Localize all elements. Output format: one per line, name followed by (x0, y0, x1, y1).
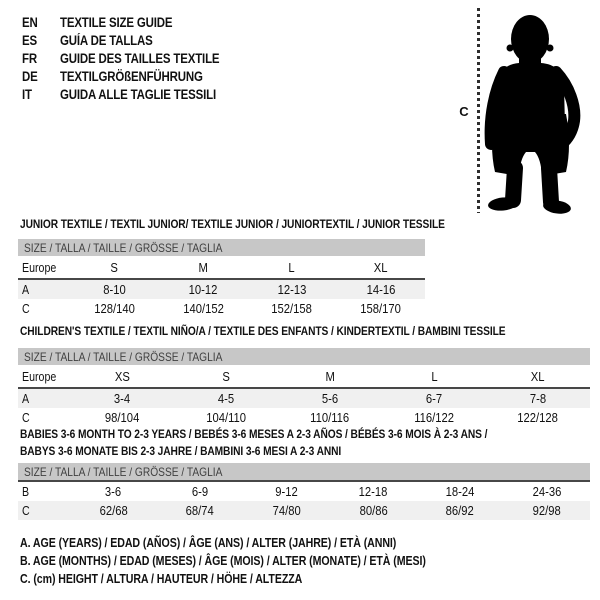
row-value: 8-10 (103, 282, 126, 297)
language-row-it (22, 85, 248, 103)
table-title-junior (20, 216, 520, 233)
language-code: IT (22, 86, 32, 102)
row-value: XS (114, 370, 130, 384)
size-header-bar (18, 463, 590, 482)
table-row-c (18, 408, 590, 427)
table-row-a (18, 280, 425, 299)
table-title-babies (20, 426, 570, 460)
table-row-c (18, 501, 590, 520)
row-value: XL (373, 261, 388, 275)
row-label: A (22, 282, 30, 297)
row-value: M (198, 261, 208, 275)
size-table-babies (18, 463, 590, 520)
row-value: 6-7 (425, 391, 443, 406)
size-header-text: SIZE / TALLA / TAILLE / GRÖSSE / TAGLIA (24, 464, 223, 479)
row-label: C (22, 301, 30, 316)
height-measure-label: C (459, 104, 469, 119)
size-header-text: SIZE / TALLA / TAILLE / GRÖSSE / TAGLIA (24, 240, 223, 255)
row-label: Europe (22, 261, 57, 275)
row-value: 128/140 (94, 301, 135, 316)
row-value: L (430, 370, 438, 384)
table-row-a (18, 389, 590, 408)
table-title-line: CHILDREN'S TEXTILE / TEXTIL NIÑO/A / TEXTILE DES ENFANTS / KINDERTEXTIL / BAMBINI TESSILE (20, 324, 506, 338)
row-value: 10-12 (188, 282, 218, 297)
size-table-junior (18, 239, 425, 318)
row-label: B (22, 484, 30, 499)
row-value: 6-9 (191, 484, 209, 499)
footnote-line-c: C. (cm) HEIGHT / ALTURA / HAUTEUR / HÖHE / ALTEZZA (20, 572, 303, 586)
table-title-line: BABIES 3-6 MONTH TO 2-3 YEARS / BEBÉS 3-6 MESES A 2-3 AÑOS / BÉBÉS 3-6 MOIS À 2-3 ANS / (20, 427, 488, 441)
row-value: 3-4 (113, 391, 131, 406)
size-header-bar (18, 239, 425, 256)
row-value: S (110, 261, 119, 275)
row-value: 18-24 (445, 484, 475, 499)
language-code: ES (22, 32, 37, 48)
row-value: 158/170 (360, 301, 401, 316)
footnote-line-b: B. AGE (MONTHS) / EDAD (MESES) / ÂGE (MOIS) / ALTER (MONATE) / ETÀ (MESI) (20, 554, 426, 568)
language-label: TEXTILE SIZE GUIDE (60, 14, 173, 30)
table-row-europe (18, 367, 590, 389)
row-label: A (22, 391, 30, 406)
row-value: 122/128 (517, 410, 559, 425)
language-row-fr (22, 49, 248, 67)
row-value: 140/152 (182, 301, 224, 316)
row-value: 12-13 (277, 282, 307, 297)
row-value: 14-16 (366, 282, 396, 297)
footnotes (20, 536, 497, 590)
row-value: XL (531, 370, 545, 384)
row-value: 104/110 (206, 410, 246, 425)
table-row-c (18, 299, 425, 318)
language-row-en (22, 13, 248, 31)
row-value: M (325, 370, 335, 384)
size-table-children (18, 348, 590, 427)
row-value: 9-12 (275, 484, 298, 499)
row-value: 98/104 (104, 410, 140, 425)
row-value: 62/68 (99, 503, 128, 518)
row-value: 5-6 (321, 391, 339, 406)
language-label: GUIDA ALLE TAGLIE TESSILI (60, 86, 216, 102)
table-title-children (20, 323, 591, 340)
row-label: C (22, 503, 30, 518)
language-code: DE (22, 68, 38, 84)
language-label: TEXTILGRÖßENFÜHRUNG (60, 68, 203, 84)
table-row-europe (18, 258, 425, 280)
row-label: C (22, 410, 30, 425)
row-label: Europe (22, 370, 57, 384)
size-header-bar (18, 348, 590, 365)
row-value: 152/158 (271, 301, 313, 316)
language-list (22, 13, 248, 103)
row-value: 3-6 (105, 484, 122, 499)
row-value: 92/98 (532, 503, 561, 518)
language-label: GUIDE DES TAILLES TEXTILE (60, 50, 220, 66)
row-value: 86/92 (445, 503, 475, 518)
footnote-line-a: A. AGE (YEARS) / EDAD (AÑOS) / ÂGE (ANS) / ALTER (JAHRE) / ETÀ (ANNI) (20, 536, 397, 550)
language-code: FR (22, 50, 37, 66)
row-value: 74/80 (272, 503, 301, 518)
row-value: 80/86 (359, 503, 388, 518)
row-value: 7-8 (529, 391, 547, 406)
table-title-line: JUNIOR TEXTILE / TEXTIL JUNIOR/ TEXTILE JUNIOR / JUNIORTEXTIL / JUNIOR TESSILE (20, 217, 445, 231)
language-code: EN (22, 14, 38, 30)
size-header-text: SIZE / TALLA / TAILLE / GRÖSSE / TAGLIA (24, 349, 223, 364)
language-row-es (22, 31, 248, 49)
language-label: GUÍA DE TALLAS (60, 32, 153, 48)
table-row-b (18, 482, 590, 501)
row-value: 24-36 (532, 484, 562, 499)
row-value: 68/74 (185, 503, 215, 518)
row-value: 4-5 (217, 391, 235, 406)
language-row-de (22, 67, 248, 85)
toddler-silhouette-icon (479, 6, 597, 221)
row-value: 110/116 (310, 410, 350, 425)
row-value: 116/122 (414, 410, 454, 425)
row-value: 12-18 (358, 484, 388, 499)
table-title-line: BABYS 3-6 MONATE BIS 2-3 JAHRE / BAMBINI 3-6 MESI A 2-3 ANNI (20, 444, 342, 458)
row-value: S (222, 370, 230, 384)
row-value: L (288, 261, 295, 275)
